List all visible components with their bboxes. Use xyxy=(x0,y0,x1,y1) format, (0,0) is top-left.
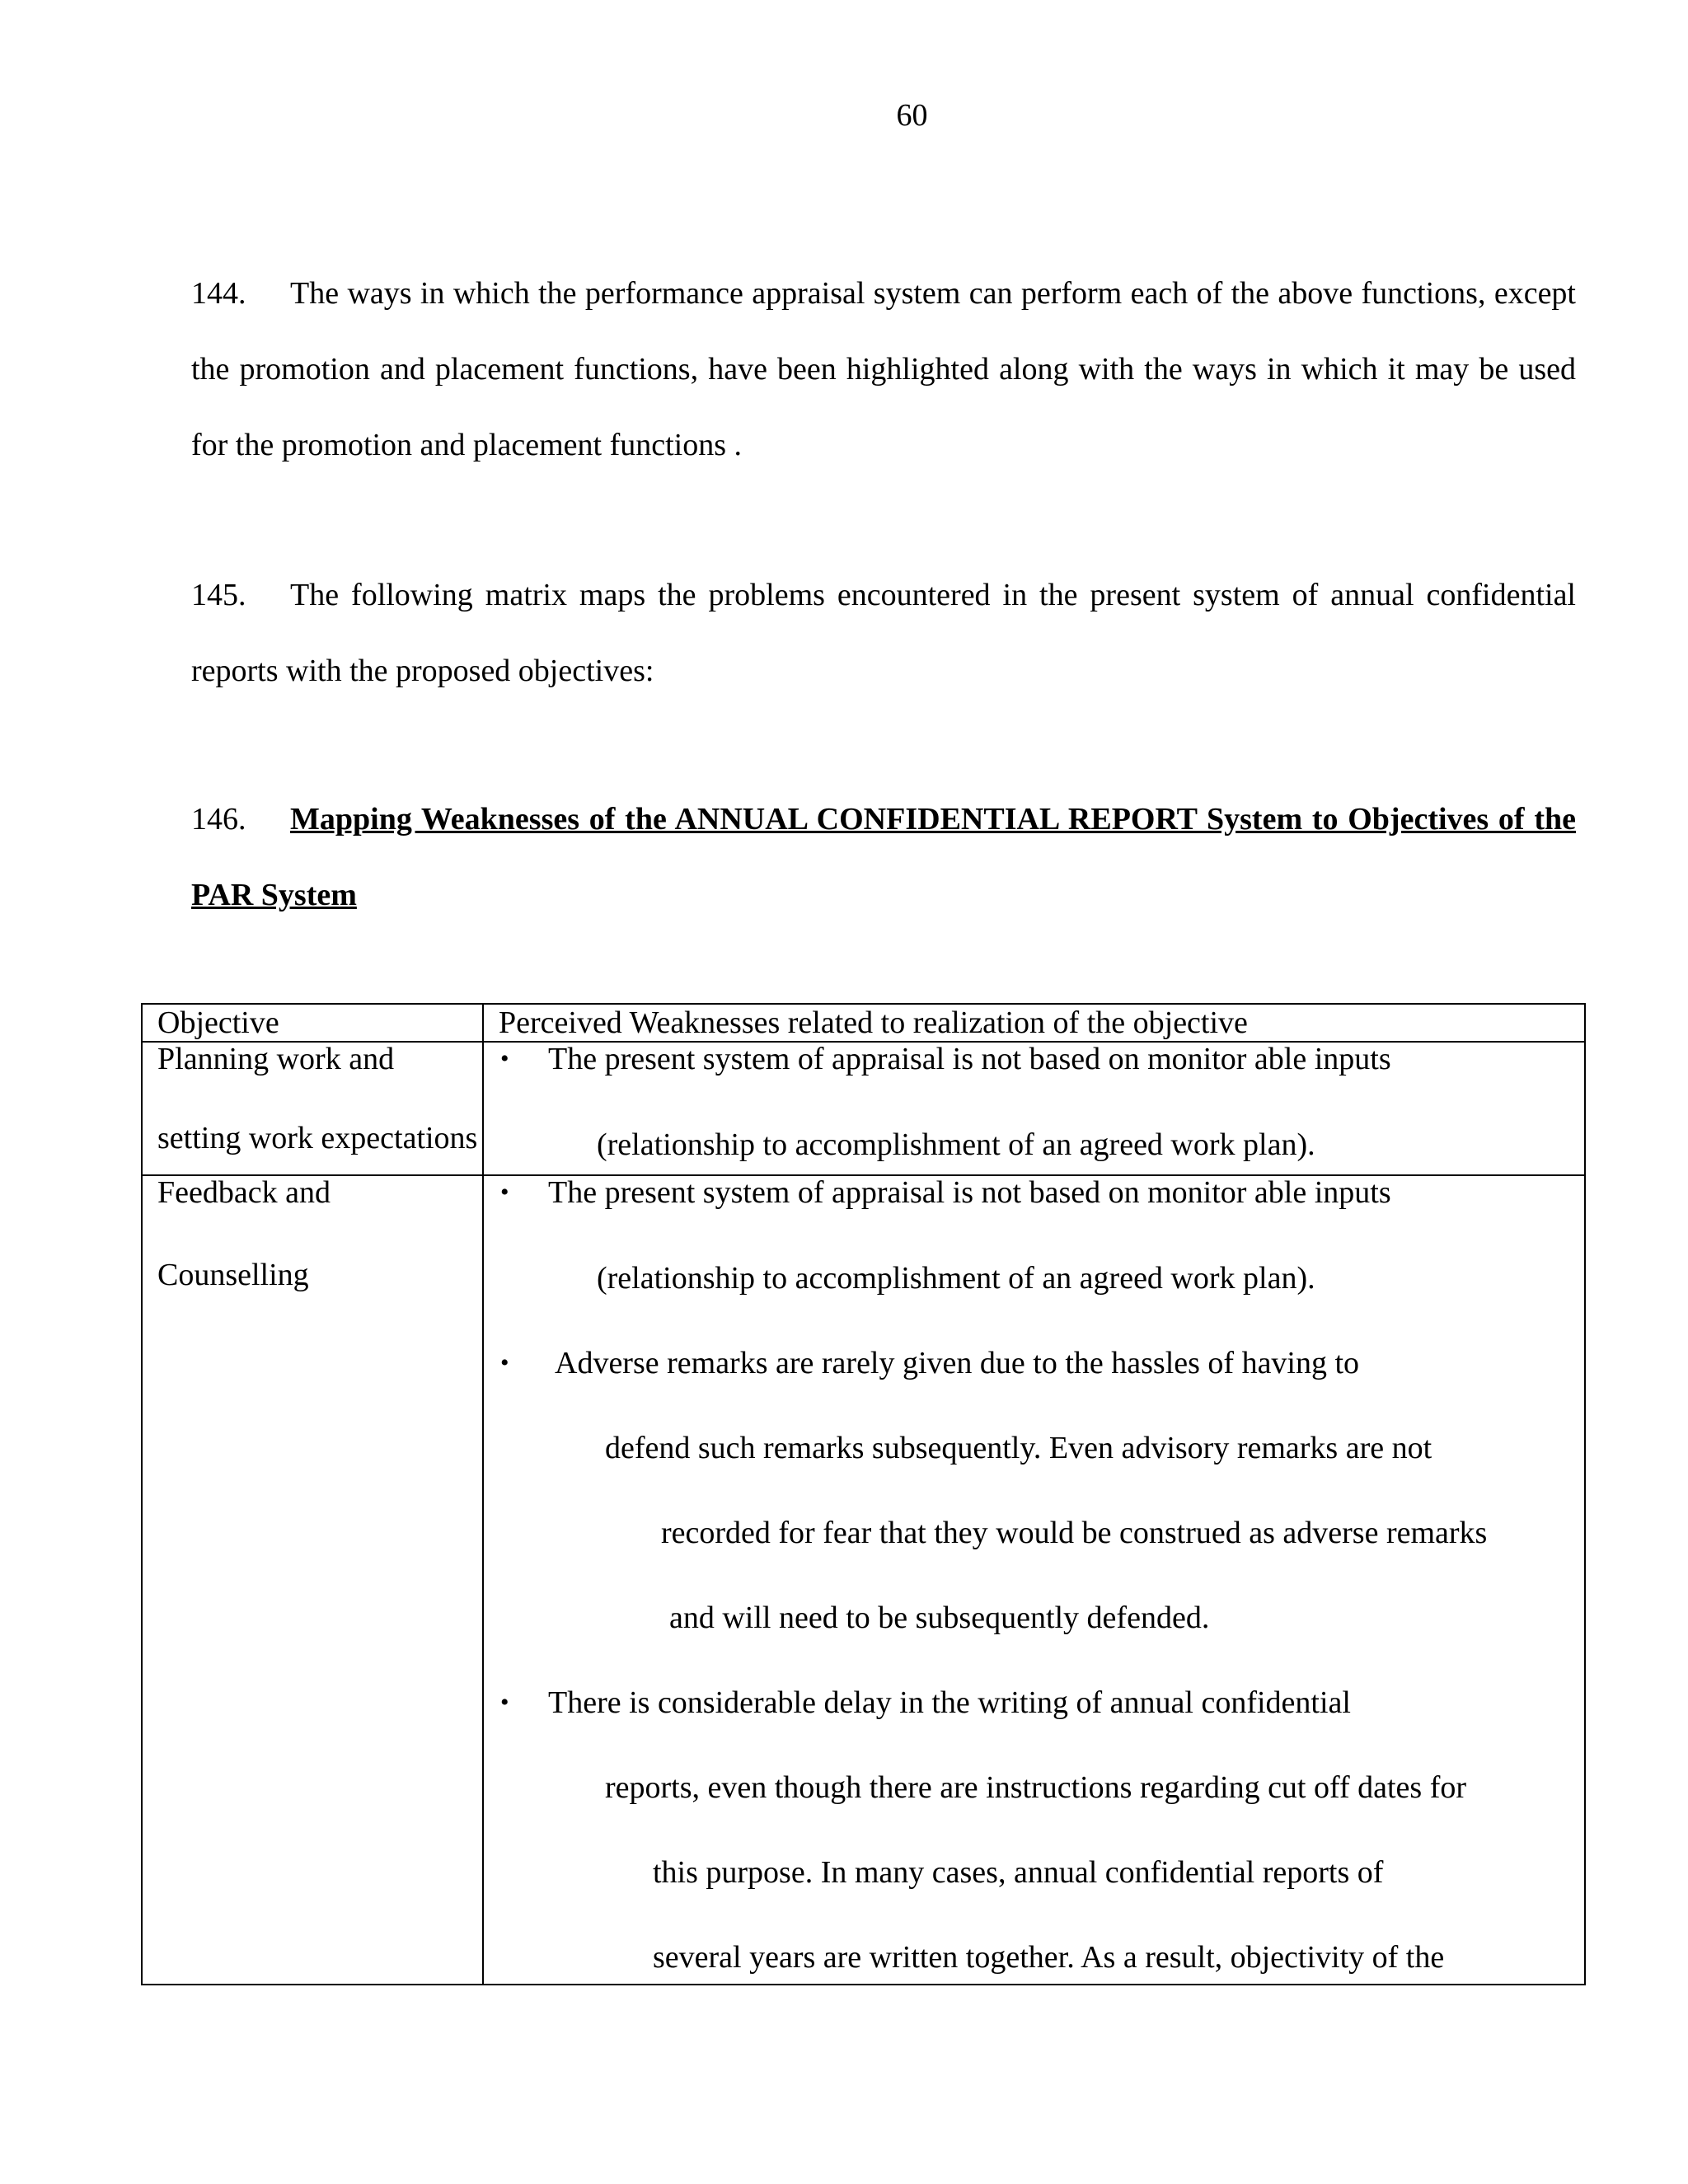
paragraph-number: 146. xyxy=(191,802,246,837)
matrix-header-row xyxy=(142,1004,1585,1042)
bullet-line: this purpose. In many cases, annual confidential reports of xyxy=(653,1855,1384,1890)
page-number: 60 xyxy=(896,98,928,133)
list-item xyxy=(484,1686,1584,1974)
objective-line: Feedback and xyxy=(157,1175,331,1210)
weakness-objective-matrix xyxy=(141,1003,1586,1985)
list-item xyxy=(484,1176,1584,1295)
paragraph-144 xyxy=(191,255,1576,483)
bullet-line: The present system of appraisal is not based on monitor able inputs xyxy=(548,1042,1391,1076)
paragraph-text: The following matrix maps the problems encountered in the present system of annual confidential reports with the proposed objectives: xyxy=(191,578,1576,688)
bullet-icon: • xyxy=(500,1045,509,1072)
bullet-line: reports, even though there are instructions regarding cut off dates for xyxy=(605,1770,1466,1805)
objective-line: Counselling xyxy=(157,1258,309,1292)
paragraph-number: 145. xyxy=(191,578,246,612)
header-objective: Objective xyxy=(142,1004,483,1042)
bullet-icon: • xyxy=(500,1179,509,1206)
table-row xyxy=(142,1175,1585,1985)
bullet-line: and will need to be subsequently defended. xyxy=(669,1601,1210,1635)
paragraph-number: 144. xyxy=(191,276,246,311)
bullet-line: Adverse remarks are rarely given due to the hassles of having to xyxy=(555,1346,1360,1380)
bullet-line: (relationship to accomplishment of an agreed work plan). xyxy=(597,1127,1315,1162)
bullet-icon: • xyxy=(500,1689,509,1716)
bullet-icon: • xyxy=(500,1349,509,1376)
bullet-line: defend such remarks subsequently. Even advisory remarks are not xyxy=(605,1431,1432,1465)
section-heading: Mapping Weaknesses of the ANNUAL CONFIDENTIAL REPORT System to Objectives of the PAR System xyxy=(191,802,1576,912)
objective-cell xyxy=(142,1042,483,1175)
bullet-line: The present system of appraisal is not based on monitor able inputs xyxy=(548,1175,1391,1210)
paragraph-text: The ways in which the performance appraisal system can perform each of the above functions, except the promotion and placement functions, have been highlighted along with the ways in which it may be used for the promotion and placement functions . xyxy=(191,276,1576,462)
header-weaknesses: Perceived Weaknesses related to realization of the objective xyxy=(483,1004,1585,1042)
objective-line: setting work expectations xyxy=(157,1121,478,1155)
weaknesses-cell xyxy=(483,1175,1585,1985)
paragraph-146 xyxy=(191,781,1576,933)
objective-line: Planning work and xyxy=(157,1042,395,1076)
bullet-line: There is considerable delay in the writing of annual confidential xyxy=(548,1685,1351,1720)
bullet-line: (relationship to accomplishment of an agreed work plan). xyxy=(597,1261,1315,1296)
weaknesses-cell xyxy=(483,1042,1585,1175)
list-item xyxy=(484,1043,1584,1161)
list-item xyxy=(484,1347,1584,1634)
objective-cell xyxy=(142,1175,483,1985)
paragraph-145 xyxy=(191,557,1576,709)
bullet-line: several years are written together. As a result, objectivity of the xyxy=(653,1940,1445,1975)
bullet-line: recorded for fear that they would be construed as adverse remarks xyxy=(661,1516,1488,1550)
table-row xyxy=(142,1042,1585,1175)
